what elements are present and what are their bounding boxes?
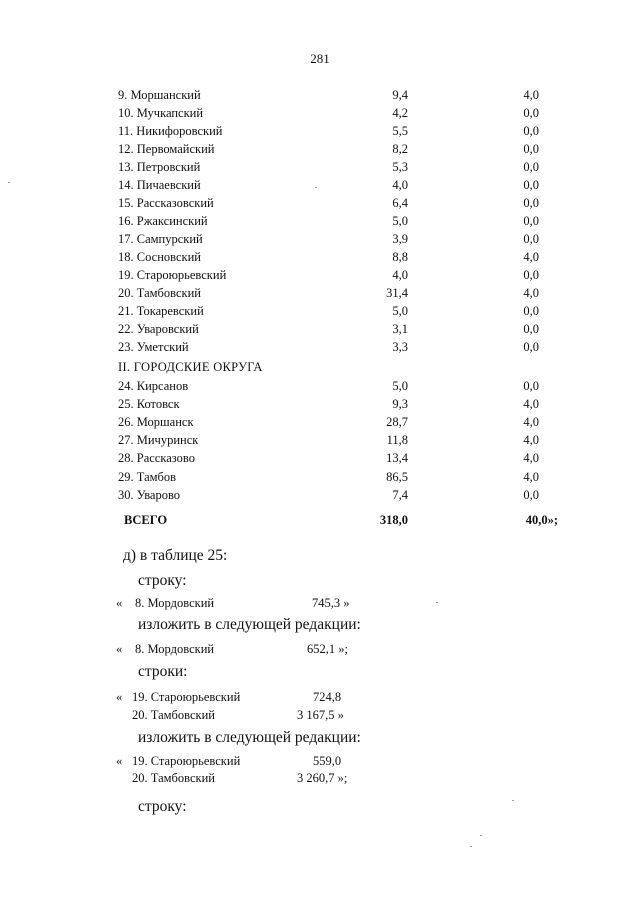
value-2: 0,0 — [523, 160, 539, 174]
value-2: 0,0 — [523, 322, 539, 336]
table-row — [0, 212, 640, 230]
quoted-value: 3 167,5 » — [297, 708, 344, 722]
district-name: 26. Моршанск — [118, 415, 194, 429]
quote-open: « — [116, 690, 123, 704]
quoted-value: 559,0 — [313, 754, 342, 768]
district-name: 21. Токаревский — [118, 304, 204, 318]
value-2: 4,0 — [523, 415, 539, 429]
table-row — [0, 377, 640, 395]
instruction-line: строки: — [138, 663, 188, 680]
table-row — [0, 468, 640, 486]
value-2: 0,0 — [523, 379, 539, 393]
scan-speck — [512, 800, 514, 801]
district-name: 9. Моршанский — [118, 88, 201, 102]
value-1: 28,7 — [386, 415, 408, 429]
value-1: 8,2 — [392, 142, 408, 156]
district-name: 14. Пичаевский — [118, 178, 201, 192]
quote-open: « — [116, 754, 123, 768]
district-name: 12. Первомайский — [118, 142, 215, 156]
district-name: 16. Ржаксинский — [118, 214, 208, 228]
value-2: 0,0 — [523, 268, 539, 282]
table-row — [0, 431, 640, 449]
value-2: 0,0 — [523, 196, 539, 210]
quote-open: « — [116, 642, 123, 656]
quote-open: « — [116, 596, 123, 610]
page-number: 281 — [310, 51, 330, 66]
value-2: 4,0 — [523, 470, 539, 484]
district-name: 19. Староюрьевский — [118, 268, 227, 282]
value-1: 4,0 — [392, 268, 408, 282]
scan-speck — [480, 835, 482, 836]
scan-speck — [470, 846, 472, 847]
district-name: 24. Кирсанов — [118, 379, 189, 393]
quoted-value: 724,8 — [313, 690, 342, 704]
table-row — [0, 248, 640, 266]
value-1: 4,2 — [392, 106, 408, 120]
table-row — [0, 86, 640, 104]
value-1: 86,5 — [386, 470, 408, 484]
value-2: 4,0 — [523, 451, 539, 465]
value-2: 4,0 — [523, 88, 539, 102]
instruction-line: строку: — [138, 798, 187, 815]
value-2: 4,0 — [523, 433, 539, 447]
district-name: 18. Сосновский — [118, 250, 201, 264]
total-value-2: 40,0»; — [525, 513, 558, 527]
district-name: 17. Сампурский — [118, 232, 203, 246]
quoted-name: 8. Мордовский — [135, 642, 215, 656]
instruction-line: изложить в следующей редакции: — [138, 729, 361, 746]
table-row — [0, 413, 640, 431]
total-row — [0, 511, 640, 529]
table-row — [0, 122, 640, 140]
district-name: 15. Рассказовский — [118, 196, 214, 210]
scan-speck — [436, 602, 438, 603]
district-name: 22. Уваровский — [118, 322, 199, 336]
quoted-value: 652,1 »; — [307, 642, 348, 656]
district-name: 28. Рассказово — [118, 451, 195, 465]
table-row — [0, 176, 640, 194]
value-1: 13,4 — [386, 451, 408, 465]
district-name: 13. Петровский — [118, 160, 201, 174]
quoted-name: 20. Тамбовский — [132, 708, 215, 722]
table-row — [0, 449, 640, 467]
value-2: 0,0 — [523, 178, 539, 192]
instruction-line: строку: — [138, 572, 187, 589]
value-2: 0,0 — [523, 304, 539, 318]
quoted-name: 19. Староюрьевский — [132, 754, 241, 768]
value-2: 0,0 — [523, 124, 539, 138]
value-1: 5,5 — [392, 124, 408, 138]
district-name: 10. Мучкапский — [118, 106, 204, 120]
table-row — [0, 338, 640, 356]
total-value-1: 318,0 — [379, 513, 408, 527]
value-2: 4,0 — [523, 286, 539, 300]
value-1: 3,1 — [392, 322, 408, 336]
value-2: 4,0 — [523, 250, 539, 264]
table-row — [0, 302, 640, 320]
value-1: 5,3 — [392, 160, 408, 174]
value-2: 0,0 — [523, 232, 539, 246]
table-row — [0, 320, 640, 338]
scan-speck — [8, 182, 10, 183]
district-name: 23. Уметский — [118, 340, 189, 354]
district-name: 29. Тамбов — [118, 470, 177, 484]
instruction-line: изложить в следующей редакции: — [138, 616, 361, 633]
value-2: 0,0 — [523, 214, 539, 228]
value-2: 0,0 — [523, 106, 539, 120]
value-1: 11,8 — [386, 433, 408, 447]
quoted-name: 20. Тамбовский — [132, 771, 215, 785]
section-heading: II. ГОРОДСКИЕ ОКРУГА — [118, 360, 263, 374]
table-row — [0, 486, 640, 504]
district-name: 30. Уварово — [118, 488, 181, 502]
table-row — [0, 284, 640, 302]
value-2: 0,0 — [523, 340, 539, 354]
value-1: 8,8 — [392, 250, 408, 264]
value-1: 3,9 — [392, 232, 408, 246]
value-1: 6,4 — [392, 196, 408, 210]
value-1: 9,4 — [392, 88, 408, 102]
value-1: 7,4 — [392, 488, 408, 502]
quoted-value: 3 260,7 »; — [297, 771, 348, 785]
quoted-value: 745,3 » — [312, 596, 350, 610]
district-name: 11. Никифоровский — [118, 124, 223, 138]
quoted-name: 19. Староюрьевский — [132, 690, 241, 704]
table-row — [0, 104, 640, 122]
district-name: 27. Мичуринск — [118, 433, 199, 447]
value-1: 5,0 — [392, 379, 408, 393]
amendment-intro: д) в таблице 25: — [123, 547, 228, 564]
table-row — [0, 140, 640, 158]
value-1: 9,3 — [392, 397, 408, 411]
table-row — [0, 266, 640, 284]
table-row — [0, 230, 640, 248]
district-name: 25. Котовск — [118, 397, 180, 411]
value-1: 31,4 — [386, 286, 408, 300]
table-row — [0, 158, 640, 176]
table-row — [0, 194, 640, 212]
value-1: 3,3 — [392, 340, 408, 354]
value-2: 0,0 — [523, 488, 539, 502]
scan-speck — [315, 187, 317, 188]
value-1: 5,0 — [392, 214, 408, 228]
quoted-name: 8. Мордовский — [135, 596, 215, 610]
value-2: 4,0 — [523, 397, 539, 411]
value-2: 0,0 — [523, 142, 539, 156]
table-row — [0, 395, 640, 413]
value-1: 4,0 — [392, 178, 408, 192]
total-label: ВСЕГО — [124, 513, 168, 527]
value-1: 5,0 — [392, 304, 408, 318]
district-name: 20. Тамбовский — [118, 286, 201, 300]
